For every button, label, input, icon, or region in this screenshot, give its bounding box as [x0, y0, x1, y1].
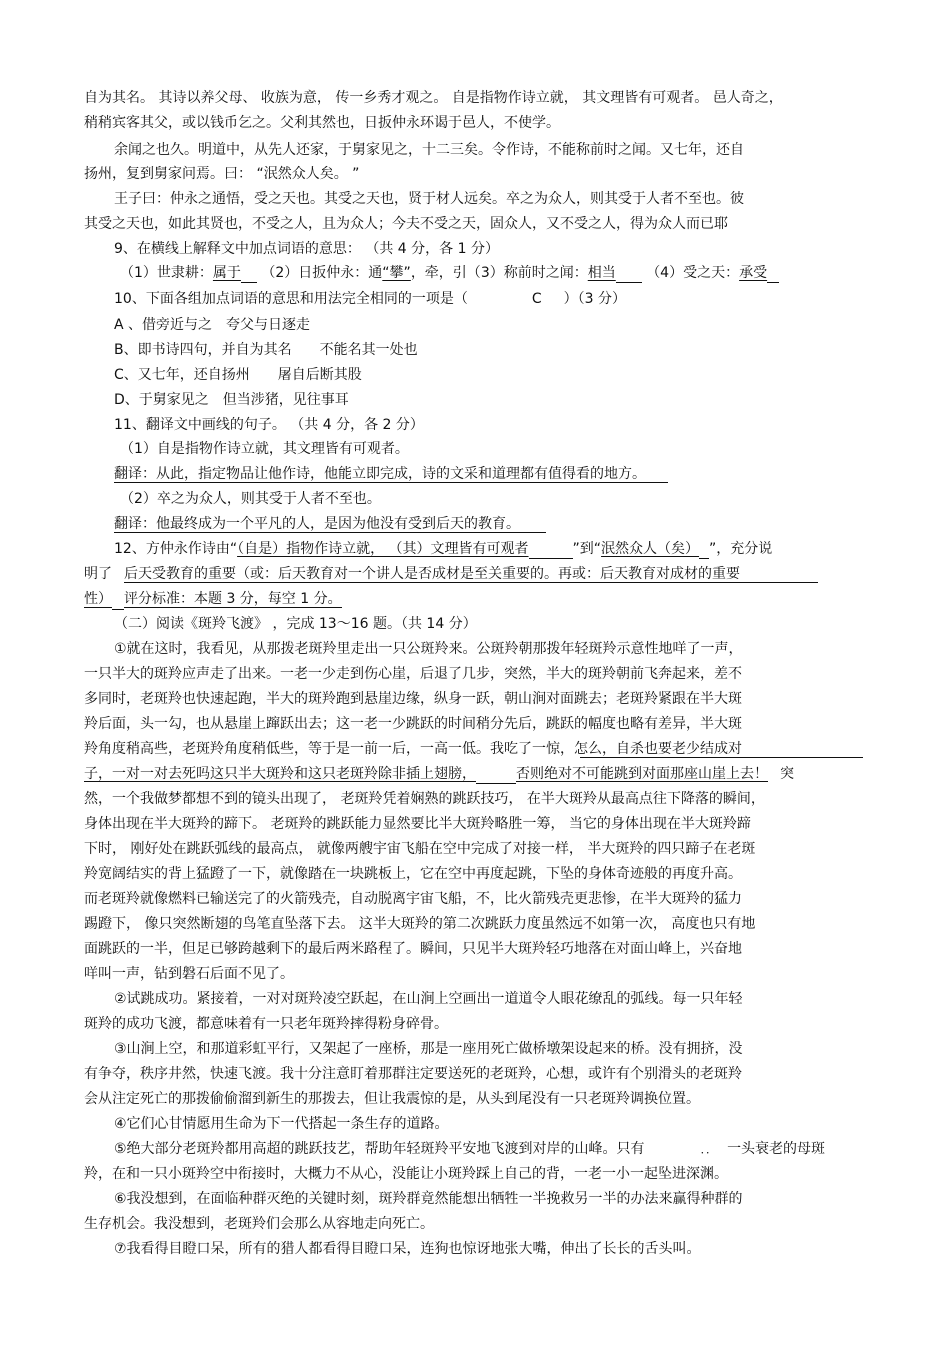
text-line: 羚，在和一只小斑羚空中衔接时，大概力不从心，没能让小斑羚踩上自己的背，一老一小一起坠进深渊。	[84, 1166, 728, 1182]
text-segment: 突	[780, 766, 794, 782]
q12-stem: 12、方仲永作诗由“	[114, 541, 238, 557]
text-line: 面跳跃的一半，但足已够跨越剩下的最后两米路程了。瞬间，只见半大斑羚轻巧地落在对面山峰上，兴奋地	[84, 941, 742, 957]
q12-stem-b: ”到“	[572, 541, 602, 557]
text-line: 身体出现在半大斑羚的蹄下。 老斑羚的跳跃能力显然要比半大斑羚略胜一筹， 当它的身体出现在半大斑羚蹄	[84, 816, 751, 832]
translation-text: 翻译：他最终成为一个平凡的人，是因为他没有受到后天的教育。	[114, 516, 546, 533]
text-line: 咩叫一声，钻到磐石后面不见了。	[84, 966, 294, 982]
text-segment: 一头衰老的母斑	[727, 1141, 826, 1157]
q11-translation-2	[114, 514, 546, 534]
q9-item-1: （1）世隶耕：	[120, 265, 213, 281]
underlined-segment: 否则绝对不可能跳到对面那座山崖上去！	[516, 766, 768, 782]
question-9: 9、在横线上解释文中加点词语的意思： （共 4 分，各 1 分）	[114, 241, 499, 257]
q9-answer-line	[120, 263, 779, 283]
text-line: 下时， 刚好处在跳跃弧线的最高点， 就像两艘宇宙飞船在空中完成了对接一样， 半大斑羚的四只蹄子在老斑	[84, 841, 756, 857]
text-line: 其受之天也，如此其贤也，不受之人，且为众人；今夫不受之天，固众人，又不受之人，得为众人而已耶	[84, 216, 728, 232]
q12-answer-3: 后天受教育的重要（或：后天教育对一个讲人是否成材是至关重要的。再或：后天教育对成材的重要	[124, 566, 818, 583]
question-10	[114, 289, 626, 309]
q11-translation-1	[114, 464, 668, 484]
text-line: ⑦我看得目瞪口呆，所有的猎人都看得目瞪口呆，连狗也惊讶地张大嘴，伸出了长长的舌头叫。	[114, 1241, 701, 1257]
q10-option-a: A 、借旁近与之 夸父与日逐走	[114, 317, 311, 333]
q10-option-d: D、于舅家见之 但当涉猪，见往事耳	[114, 392, 349, 408]
text-segment: 羚角度稍高些，老斑羚角度稍低些，等于是一前一后，一高一低。我吃了一惊，怎么，自杀也要老少结成对	[84, 741, 742, 757]
text-line: ⑥我没想到，在面临种群灭绝的关键时刻，斑羚群竟然能想出牺牲一半挽救另一半的办法来赢得种群的	[114, 1191, 743, 1207]
section-2-heading: （二）阅读《斑羚飞渡》 ，完成 13～16 题。（共 14 分）	[114, 616, 477, 632]
q9-item-3: 3）称前时之闻：	[480, 265, 588, 281]
q12-scoring: 评分标准：本题 3 分，每空 1 分。	[124, 591, 342, 607]
text-line: 余闻之也久。明道中，从先人还家，于舅家见之，十二三矣。令作诗，不能称前时之闻。又七年，还自	[114, 142, 744, 158]
q9-answer-2b: ，牵，引（	[410, 265, 481, 281]
q10-option-b: B、即书诗四句，并自为其名 不能名其一处也	[114, 342, 418, 358]
q9-answer-1: 属于	[212, 265, 241, 281]
translation-text: 翻译：从此，指定物品让他作诗，他能立即完成，诗的文采和道理都有值得看的地方。	[114, 466, 668, 483]
q9-answer-3: 相当	[587, 265, 616, 281]
q9-item-2: （2）日扳仲永：通	[261, 265, 383, 281]
text-line: 有争夺，秩序井然，快速飞渡。我十分注意盯着那群注定要送死的老斑羚，心想，或许有个别滑头的老斑羚	[84, 1066, 742, 1082]
q12-line-3	[84, 589, 342, 610]
q10-option-c: C、又七年，还自扬州 屠自后断其股	[114, 367, 362, 383]
q9-item-4: （4）受之天：	[646, 265, 740, 281]
q10-score: ）（3 分）	[563, 291, 626, 307]
q12-answer-3b: 性）	[84, 591, 112, 607]
question-12	[114, 539, 772, 559]
q10-answer: C	[531, 291, 542, 307]
q12-answer-1: （自是）指物作诗立就， （其）文理皆有可观者	[237, 541, 529, 557]
text-line: 踢蹬下， 像只突然断翅的鸟笔直坠落下去。 这半大斑羚的第二次跳跃力度虽然远不如第一次， 高度也只有地	[84, 916, 756, 932]
text-line: 生存机会。我没想到，老斑羚们会那么从容地走向死亡。	[84, 1216, 434, 1232]
q9-answer-4: 承受	[739, 265, 768, 281]
text-line: ②试跳成功。紧接着，一对对斑羚凌空跃起，在山涧上空画出一道道令人眼花缭乱的弧线。每一只年轻	[114, 991, 743, 1007]
text-line: 扬州，复到舅家问焉。曰： “泯然众人矣。 ”	[84, 166, 360, 182]
text-line	[84, 739, 742, 759]
text-line: 会从注定死亡的那拨偷偷溜到新生的那拨去，但让我震惊的是，从头到尾没有一只老斑羚调换位置。	[84, 1091, 700, 1107]
q12-stem-c: ”，充分说	[709, 541, 773, 557]
text-line: 自为其名。 其诗以养父母、 收族为意， 传一乡秀才观之。 自是指物作诗立就， 其文理皆有可观者。 邑人奇之，	[84, 90, 783, 106]
q11-sentence-1: （1）自是指物作诗立就，其文理皆有可观者。	[120, 441, 409, 457]
q12-stem-d: 明了	[84, 566, 112, 582]
underlined-segment: 子，一对一对去死吗这只半大斑羚和这只老斑羚除非插上翅膀，	[84, 766, 476, 782]
text-line: 一只半大的斑羚应声走了出来。一老一少走到伤心崖，后退了几步，突然，半大的斑羚朝前飞奔起来，差不	[84, 666, 742, 682]
q12-answer-2: 泯然众人（矣）	[601, 541, 700, 557]
q12-line-2	[84, 564, 818, 584]
text-line: ④它们心甘情愿用生命为下一代搭起一条生存的道路。	[114, 1116, 449, 1132]
text-line: 多同时，老斑羚也快速起跑，半大的斑羚跑到悬崖边缘，纵身一跃，朝山涧对面跳去；老斑羚紧跟在半大斑	[84, 691, 742, 707]
text-line: 然，一个我做梦都想不到的镜头出现了， 老斑羚凭着娴熟的跳跃技巧， 在半大斑羚从最高点往下降落的瞬间，	[84, 791, 765, 807]
text-line: 稍稍宾客其父，或以钱币乞之。父利其然也，日扳仲永环谒于邑人，不使学。	[84, 115, 560, 131]
text-line	[84, 764, 794, 784]
text-line: 王子曰：仲永之通悟，受之天也。其受之天也，贤于材人远矣。卒之为众人，则其受于人者不至也。彼	[114, 191, 744, 207]
q10-stem: 10、下面各组加点词语的意思和用法完全相同的一项是（	[114, 291, 468, 307]
text-line: 斑羚的成功飞渡，都意味着有一只老年斑羚摔得粉身碎骨。	[84, 1016, 448, 1032]
question-11: 11、翻译文中画线的句子。 （共 4 分，各 2 分）	[114, 417, 424, 433]
q9-answer-2: “攀”	[382, 265, 411, 281]
text-segment: ⑤绝大部分老斑羚都用高超的跳跃技艺，帮助年轻斑羚平安地飞渡到对岸的山峰。只有	[114, 1141, 645, 1157]
text-line: 羚宽阔结实的背上猛蹬了一下，就像踏在一块跳板上，它在空中再度起跳，下坠的身体奇迹般的再度升高。	[84, 866, 742, 882]
underline	[580, 757, 863, 758]
text-line	[114, 1139, 825, 1160]
q11-sentence-2: （2）卒之为众人，则其受于人者不至也。	[120, 491, 381, 507]
text-line: ③山涧上空，和那道彩虹平行，又架起了一座桥，那是一座用死亡做桥墩架设起来的桥。没有拥挤，没	[114, 1041, 743, 1057]
text-line: 而老斑羚就像燃料已输送完了的火箭残壳，自动脱离宇宙飞船，不，比火箭残壳更悲惨，在半大斑羚的猛力	[84, 891, 742, 907]
emphasis-dots: ．．	[700, 1143, 718, 1156]
text-line: 羚后面，头一勾，也从悬崖上蹿跃出去；这一老一少跳跃的时间稍分先后，跳跃的幅度也略有差异，半大斑	[84, 716, 742, 732]
text-line: ①就在这时，我看见，从那拨老斑羚里走出一只公斑羚来。公斑羚朝那拨年轻斑羚示意性地咩了一声，	[114, 641, 743, 657]
